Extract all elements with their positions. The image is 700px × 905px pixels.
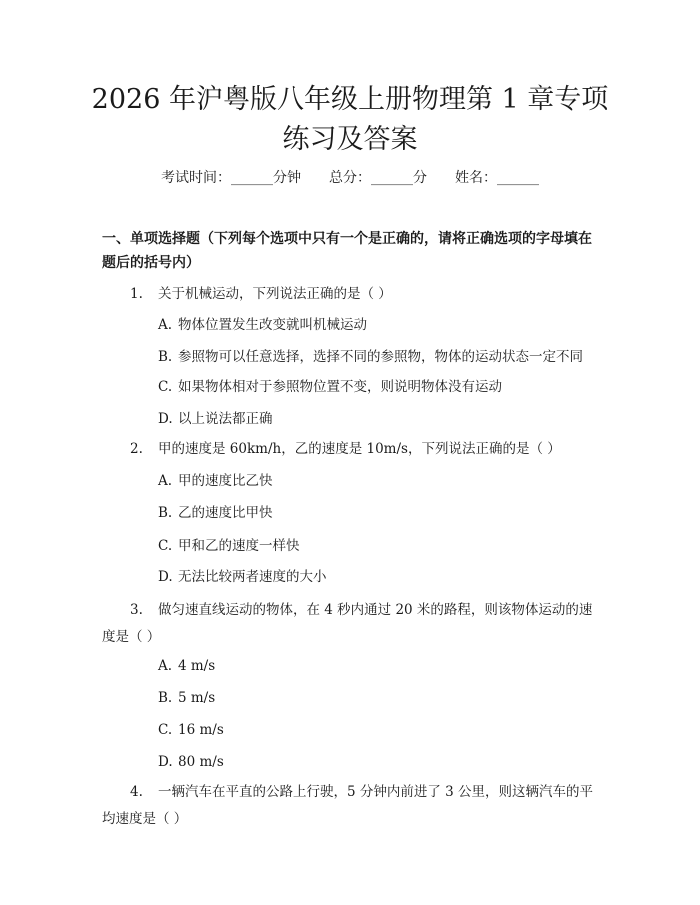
- option-letter: B.: [158, 690, 173, 706]
- document-title: 2026 年沪粤版八年级上册物理第 1 章专项练习及答案: [91, 84, 609, 155]
- option-letter: D.: [158, 411, 173, 427]
- option-text: 无法比较两者速度的大小: [178, 569, 327, 585]
- option-letter: B.: [158, 505, 173, 521]
- option-letter: D.: [158, 754, 173, 770]
- question-3-option-c: [158, 720, 608, 740]
- option-letter: A.: [158, 317, 173, 333]
- option-letter: A.: [158, 658, 173, 674]
- option-text: 如果物体相对于参照物位置不变，则说明物体没有运动: [178, 379, 502, 395]
- option-letter: D.: [158, 569, 173, 585]
- section-heading: 一、单项选择题（下列每个选项中只有一个是正确的，请将正确选项的字母填在题后的括号内）: [102, 231, 592, 271]
- question-3-option-a: [158, 656, 608, 676]
- question-2: [102, 436, 600, 463]
- option-text: 4 m/s: [178, 658, 216, 674]
- option-text: 以上说法都正确: [178, 411, 273, 427]
- question-1: [102, 281, 600, 308]
- option-text: 16 m/s: [178, 722, 224, 738]
- option-text: 甲的速度比乙快: [178, 473, 273, 489]
- question-stem: 甲的速度是 60km/h，乙的速度是 10m/s，下列说法正确的是（ ）: [158, 441, 561, 457]
- question-1-option-d: [158, 409, 608, 429]
- option-text: 物体位置发生改变就叫机械运动: [178, 317, 367, 333]
- option-letter: B.: [158, 349, 173, 365]
- option-letter: C.: [158, 538, 173, 554]
- question-3-option-d: [158, 752, 608, 772]
- question-stem: 关于机械运动，下列说法正确的是（ ）: [158, 286, 392, 302]
- question-3: [102, 597, 600, 651]
- option-text: 参照物可以任意选择，选择不同的参照物，物体的运动状态一定不同: [178, 349, 583, 365]
- question-stem: 一辆汽车在平直的公路上行驶，5 分钟内前进了 3 公里，则这辆汽车的平均速度是（ ）: [102, 784, 594, 827]
- option-text: 乙的速度比甲快: [178, 505, 273, 521]
- question-2-option-c: [158, 536, 608, 556]
- option-text: 5 m/s: [178, 690, 216, 706]
- option-letter: C.: [158, 379, 173, 395]
- question-1-option-b: [158, 347, 608, 367]
- question-4: [102, 779, 600, 833]
- question-2-option-b: [158, 503, 608, 523]
- question-stem: 做匀速直线运动的物体，在 4 秒内通过 20 米的路程，则该物体运动的速度是（ ）: [102, 602, 593, 645]
- question-1-option-a: [158, 315, 608, 335]
- option-text: 80 m/s: [178, 754, 224, 770]
- question-1-option-c: [158, 377, 608, 397]
- exam-info-line: 考试时间：______分钟 总分：______分 姓名：______: [161, 170, 539, 186]
- question-number: 2.: [130, 441, 143, 457]
- question-number: 1.: [130, 286, 143, 302]
- question-3-option-b: [158, 688, 608, 708]
- question-number: 4.: [130, 784, 143, 800]
- option-letter: A.: [158, 473, 173, 489]
- option-text: 甲和乙的速度一样快: [178, 538, 300, 554]
- question-2-option-a: [158, 471, 608, 491]
- option-letter: C.: [158, 722, 173, 738]
- question-number: 3.: [130, 602, 143, 618]
- question-2-option-d: [158, 567, 608, 587]
